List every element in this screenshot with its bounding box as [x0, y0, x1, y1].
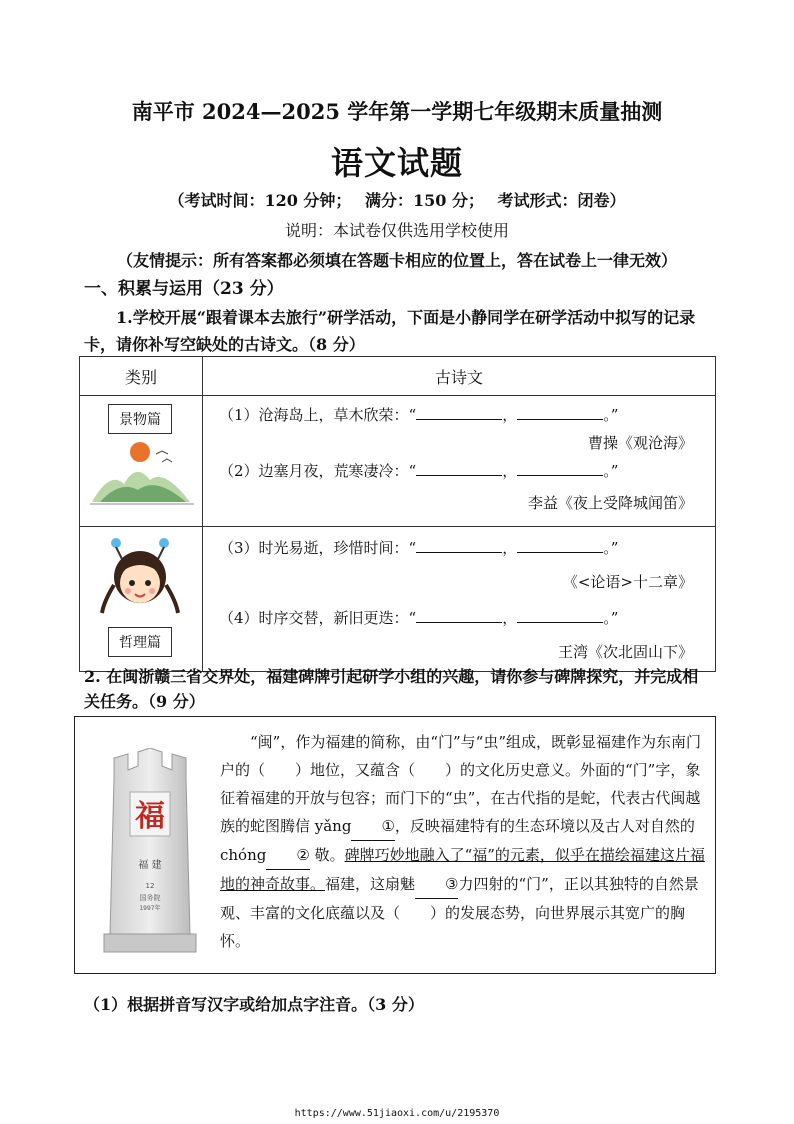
monument-small-2: 国务院 [139, 894, 161, 902]
philosophy-category-cell [80, 527, 203, 672]
footer-url[interactable]: https://www.51jiaoxi.com/u/2195370 [294, 1108, 500, 1119]
monument-label: 福 建 [138, 860, 162, 871]
poem-line-1: （1）沧海岛上，草木欣荣：“ ， 。” [219, 406, 619, 424]
monument-fu-char: 福 [135, 799, 165, 834]
underlined-sentence: 碑牌巧妙地融入了“福”的元素，似乎在描绘福建这片福地的神奇故事。 [220, 846, 705, 893]
scenery-category-cell [80, 396, 203, 527]
poem-line-4: （4）时序交替，新旧更迭：“ ， 。” [219, 609, 619, 627]
answer-blank[interactable] [416, 538, 502, 553]
scenery-poems-cell [203, 396, 716, 527]
exam-tip: （友情提示：所有答案都必须填在答题卡相应的位置上，答在试卷上一律无效） [116, 251, 677, 270]
mountain-illustration-icon [90, 440, 194, 510]
poem-source-3: 《<论语>十二章》 [562, 573, 693, 591]
answer-blank[interactable] [416, 405, 502, 420]
monument-small-3: 1997年 [139, 905, 161, 912]
poem-header: 古诗文 [203, 357, 716, 396]
exam-subtitle: 语文试题 [330, 144, 463, 182]
blank-2[interactable]: ② [266, 841, 309, 870]
answer-blank[interactable] [517, 461, 603, 476]
reading-paragraph: “闽”，作为福建的简称，由“门”与“虫”组成，既彰显福建作为东南门户的（ ）地位，又蕴含（ ）的文化历史意义。外面的“门”字，象征着福建的开放与包容；而门下的“虫”，在古代指的是蛇，代表古代闽越族的蛇图腾信 yǎng ①，反映福建特有的生态环境以及古人对自然的 chóng ② 敬。碑牌巧妙地融入了“福”的元素，似乎在描绘福建这片福地的神奇故事。福建，这扇魅 ③力四射的“门”，正以其独特的自然景观、丰富的文化底蕴以及（ ）的发展态势，向世界展示其宽广的胸怀。 [220, 733, 705, 950]
monument-small-1: 12 [145, 882, 155, 890]
blank-1[interactable]: ① [351, 812, 394, 841]
fujian-monument-image [100, 748, 200, 954]
poem-source-2: 李益《夜上受降城闻笛》 [527, 494, 693, 512]
scenery-tag: 景物篇 [108, 404, 172, 434]
answer-blank[interactable] [416, 461, 502, 476]
poem-source-4: 王湾《次北固山下》 [557, 643, 693, 661]
question-2-prompt: 2. 在闽浙赣三省交界处，福建碑牌引起研学小组的兴趣，请你参与碑牌探究，并完成相关任务。（9 分） [84, 667, 699, 711]
exam-title: 南平市 2024—2025 学年第一学期七年级期末质量抽测 [131, 99, 663, 124]
answer-blank[interactable] [517, 405, 603, 420]
poem-line-3: （3）时光易逝，珍惜时间：“ ， 。” [219, 539, 619, 557]
blank-3[interactable]: ③ [415, 870, 458, 899]
poem-line-2: （2）边塞月夜，荒寒凄冷：“ ， 。” [219, 462, 619, 480]
answer-blank[interactable] [416, 608, 502, 623]
exam-info: （考试时间：120 分钟； 满分：150 分； 考试形式：闭卷） [168, 191, 626, 210]
exam-note: 说明：本试卷仅供选用学校使用 [284, 221, 509, 240]
poem-source-1: 曹操《观沧海》 [587, 434, 693, 452]
philosophy-poems-cell [203, 527, 716, 672]
philosophy-tag: 哲理篇 [108, 627, 172, 657]
section-heading: 一、积累与运用（23 分） [84, 279, 284, 299]
poem-table [79, 356, 716, 672]
question-2-sub-1: （1）根据拼音写汉字或给加点字注音。（3 分） [84, 995, 424, 1014]
answer-blank[interactable] [517, 608, 603, 623]
girl-cartoon-icon [98, 535, 182, 619]
answer-blank[interactable] [517, 538, 603, 553]
question-1-prompt: 1.学校开展“跟着课本去旅行”研学活动，下面是小静同学在研学活动中拟写的记录卡，请你补写空缺处的古诗文。（8 分） [84, 308, 696, 354]
category-header: 类别 [80, 357, 203, 396]
